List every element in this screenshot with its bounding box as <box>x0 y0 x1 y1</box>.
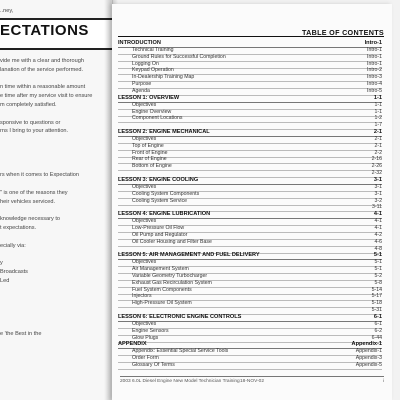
toc-entry-page: 1-1 <box>374 101 382 108</box>
toc-entry-page: Intro-1 <box>367 53 382 60</box>
toc-entry-title: High-Pressure Oil System <box>132 300 192 307</box>
toc-entry-page: Intro-1 <box>367 60 382 67</box>
toc-entry-title: Keypad Operation <box>132 67 174 74</box>
toc-entry-page: 5-1 <box>374 266 382 273</box>
left-text-line: vide me with a clear and thorough <box>0 58 84 64</box>
toc-entry-title: Objectives <box>132 135 157 142</box>
toc-entry-title: Engine Overview <box>132 108 172 115</box>
toc-entry-title: Logging On <box>132 60 159 67</box>
toc-entry-page: 6-1 <box>373 314 382 320</box>
toc-entry-page: 3-2 <box>374 197 382 204</box>
footer-date: 18-NOV-02 <box>240 379 264 384</box>
toc-entry-page: 5-18 <box>371 300 382 307</box>
left-text-line: y <box>0 260 3 267</box>
toc-entry-page: 5-1 <box>374 259 382 266</box>
toc-entry-title: Cooling System Service <box>132 197 188 204</box>
toc-entry-title: Order Form <box>132 355 159 362</box>
toc-entry-title: Variable Geometry Turbocharger <box>132 272 208 279</box>
left-text-line: e time after my service visit to ensure <box>0 93 93 100</box>
toc-entry-page: Intro-2 <box>367 67 382 74</box>
toc-entry-title: LESSON 6: ELECTRONIC ENGINE CONTROLS <box>118 314 242 320</box>
toc-entry-page: 2-26 <box>371 163 382 170</box>
toc-entry-title: Oil Pump and Regulator <box>132 231 188 238</box>
toc-entry-page: 5-1 <box>373 252 382 259</box>
toc-entry-page: Appendix-1 <box>355 348 382 355</box>
toc-entry-page: 2-2 <box>374 149 382 156</box>
left-text-line: ecially via: <box>0 242 26 249</box>
toc-entry-page: 5-17 <box>371 293 382 300</box>
toc-entry-title: LESSON 5: AIR MANAGEMENT AND FUEL DELIVERY <box>118 252 260 259</box>
toc-entry-page: 1-7 <box>374 122 382 129</box>
toc-entry-title: Cooling System Components <box>132 190 200 197</box>
toc-entry-page: 2-1 <box>373 129 382 136</box>
toc-entry-row <box>118 362 382 370</box>
toc-entry-page: Intro-1 <box>364 40 382 46</box>
left-text-line: heir vehicles serviced. <box>0 198 56 205</box>
toc-entry-page: 2-16 <box>371 156 382 163</box>
toc-entry-page: 1-1 <box>373 94 382 101</box>
toc-entry-page: 4-1 <box>374 218 382 225</box>
toc-entry-page: 4-1 <box>373 211 382 218</box>
toc-entry-page: 2-1 <box>374 142 382 149</box>
toc-entry-title: Fuel System Components <box>132 286 192 293</box>
toc-entry-title: Component Locations <box>132 115 183 122</box>
toc-entry-page: 5-31 <box>371 307 382 314</box>
left-text-line: m completely satisfied. <box>0 102 57 108</box>
toc-entry-title: Top of Engine <box>132 142 164 149</box>
toc-entry-title: Ground Rules for Successful Completion <box>132 53 226 60</box>
toc-entry-title: Agenda <box>132 87 150 94</box>
toc-entry-page: Appendix-5 <box>355 361 382 368</box>
toc-entry-page: 3-1 <box>374 190 382 197</box>
toc-entry-title: LESSON 2: ENGINE MECHANICAL <box>118 129 210 136</box>
toc-entry-page: 2-32 <box>371 170 382 177</box>
toc-entry-page: 5-14 <box>371 286 382 293</box>
toc-entry-title: Appendix: Essential Special Service Tools <box>132 348 229 355</box>
toc-entry-title: Objectives <box>132 218 157 225</box>
toc-entry-title: Purpose <box>132 81 152 88</box>
toc-entry-title: Front of Engine <box>132 149 168 156</box>
toc-entry-title: Bottom of Engine <box>132 163 172 170</box>
toc-entry-page: 3-1 <box>373 177 382 183</box>
toc-entry-page: Appendix-3 <box>355 355 382 362</box>
toc-entry-page: Intro-5 <box>367 87 382 94</box>
toc-entry-title: Technical Training <box>132 46 174 53</box>
toc-entry-page: 6-2 <box>374 327 382 334</box>
toc-entry-page: 1-2 <box>374 115 382 122</box>
left-text-line: Led <box>0 278 10 284</box>
toc-entry-page: Intro-4 <box>367 81 382 88</box>
toc-entry-title: Exhaust Gas Recirculation System <box>132 279 212 286</box>
toc-entry-title: Oil Cooler Housing and Filter Base <box>132 238 212 245</box>
footer-title: 2003 6.0L Diesel Engine New Model Technician Training <box>120 379 240 384</box>
footer-page-number: i <box>382 379 384 384</box>
left-top-fragment: ..ney, <box>0 8 14 14</box>
left-text-line: n time within a reasonable amount <box>0 84 86 91</box>
right-page <box>112 4 392 400</box>
toc-entry-title: Glossary Of Terms <box>132 361 175 368</box>
toc-entry-page: Appendix-1 <box>351 341 382 348</box>
left-text-line: " is one of the reasons they <box>0 190 68 196</box>
toc-entry-page: 5-8 <box>374 279 382 286</box>
toc-entry-page: 5-2 <box>374 272 382 279</box>
left-text-line: Broadcasts <box>0 269 28 276</box>
toc-entry-page: 3-1 <box>374 183 382 190</box>
toc-entry-title: APPENDIX <box>118 341 147 348</box>
toc-entry-title: Air Management System <box>132 266 189 273</box>
toc-entry-title: In-Dealership Training Map <box>132 74 195 81</box>
toc-entry-title: Low-Pressure Oil Flow <box>132 224 185 231</box>
left-text-line: e 'the Best in the <box>0 330 42 337</box>
toc-entry-page: 3-11 <box>372 204 382 211</box>
toc-entry-page: Intro-1 <box>367 46 382 53</box>
toc-entry-title: Objectives <box>132 259 157 266</box>
left-page <box>0 0 113 400</box>
toc-entry-title: Objectives <box>132 320 157 327</box>
toc-entry-title: LESSON 4: ENGINE LUBRICATION <box>118 211 211 218</box>
toc-entry-title: LESSON 3: ENGINE COOLING <box>118 177 199 183</box>
toc-entry-title: Injectors <box>132 293 152 300</box>
toc-entry-title: LESSON 1: OVERVIEW <box>118 94 180 101</box>
toc-entry-page: Intro-3 <box>367 74 382 81</box>
toc-entry-page: 4-6 <box>374 238 382 245</box>
left-text-line: t expectations. <box>0 225 37 232</box>
toc-entry-title: Rear of Engine <box>132 156 167 163</box>
left-text-line: rns I bring to your attention. <box>0 128 69 135</box>
toc-entry-page: 4-1 <box>374 224 382 231</box>
toc-entry-title: Engine Sensors <box>132 327 169 334</box>
toc-entry-title: Glow Plugs <box>132 334 159 341</box>
toc-title: TABLE OF CONTENTS <box>301 28 384 37</box>
toc-entry-page: 2-1 <box>374 135 382 142</box>
toc-entry-title: Objectives <box>132 183 157 190</box>
left-heading: ECTATIONS <box>0 22 89 39</box>
left-text-line: lanation of the service performed. <box>0 66 84 73</box>
page-footer <box>120 376 384 384</box>
toc-entry-page: 4-8 <box>374 245 382 252</box>
toc-entry-page: 6-1 <box>374 320 382 327</box>
toc-entry-page: 6-44 <box>371 334 382 341</box>
toc-entry-page: 1-1 <box>374 108 382 115</box>
left-text-line: knowledge necessary to <box>0 216 61 223</box>
toc-entry-title: INTRODUCTION <box>118 40 161 46</box>
left-text-line: rs when it comes to Expectation <box>0 172 79 179</box>
toc-entry-title: Objectives <box>132 101 157 108</box>
toc-entry-page: 4-2 <box>374 231 382 238</box>
left-text-line: sponsive to questions or <box>0 119 61 126</box>
